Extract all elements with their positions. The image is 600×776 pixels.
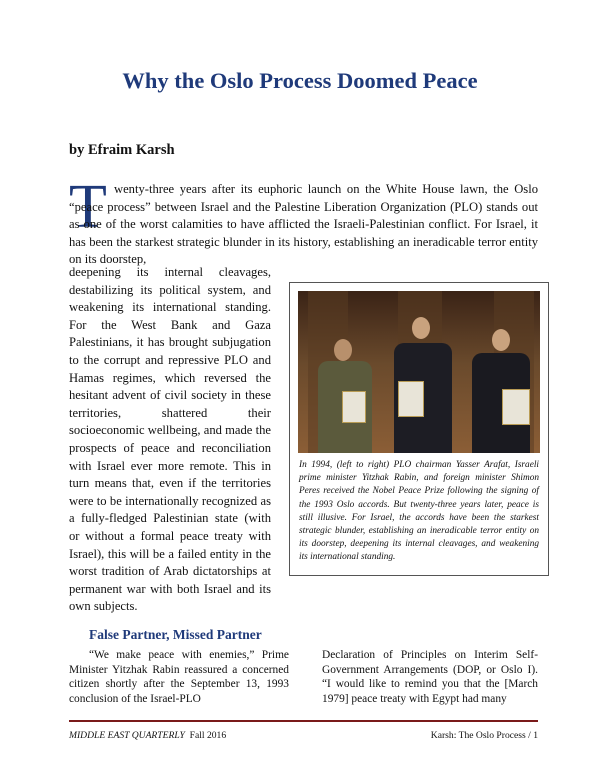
figure-box [289,282,549,576]
person-figure [466,325,532,453]
diploma [502,389,530,425]
diploma [398,381,424,417]
article-title: Why the Oslo Process Doomed Peace [122,68,478,93]
section-column-left [69,648,289,706]
byline: by Efraim Karsh [69,142,175,158]
person-figure [390,313,454,453]
figure-caption: In 1994, (left to right) PLO chairman Yasser Arafat, Israeli prime minister Yitzhak Rabin, and foreign minister Shimon Peres received the Nobel Peace Prize following the signing of the 1993 Oslo accords. But twenty-three years later, peace is still illusive. For Israel, the accords have been the starkest strategic blunder, establishing an ineradicable terror entity on its doorstep, deepening its internal cleavages, and weakening its international standing. [299,460,539,563]
nobel-ceremony-photo [298,291,540,453]
footer-publication-line [69,730,226,741]
publication-name: MIDDLE EAST QUARTERLY [69,730,185,741]
footer-rule [69,720,538,722]
section-column-right: Declaration of Principles on Interim Self-Government Arrangements (DOP, or Oslo I). “I would like to remind you that the [March 1979] peace treaty with Egypt had many [322,649,538,705]
running-head: Karsh: The Oslo Process / 1 [430,730,538,741]
intro-paragraph-top [69,181,538,269]
person-figure [314,333,374,453]
drop-cap: T [69,173,107,241]
intro-paragraph-column: deepening its internal cleavages, destabilizing its political system, and weakening its international standing. For the West Bank and Gaza Palestinians, it has brought subjugation to the corrupt and repressive PLO and Hamas regimes, which reversed the hesitant advent of civil society in these territories, shattered their socioeconomic wellbeing, and made the prospects of peace and reconciliation with Israel ever more remote. This in turn means that, even if the territories were to be internationally recognized as a fully-fledged Palestinian state (with or without a formal peace treaty with Israel), this will be a failed entity in the worst tradition of Arab dictatorships at permanent war with both Israel and its own subjects. [69,265,271,614]
issue-date: Fall 2016 [189,730,227,741]
section-text-left: “We make peace with enemies,” Prime Minister Yitzhak Rabin reassured a concerned citizen shortly after the September 13, 1993 conclusion of the Israel-PLO [69,649,289,705]
diploma [342,391,366,423]
section-heading: False Partner, Missed Partner [89,627,262,642]
intro-text-top: wenty-three years after its euphoric launch on the White House lawn, the Oslo “peace process” between Israel and the Palestine Liberation Organization (PLO) stands out as one of the worst calamities to have afflicted the Israeli-Palestinian conflict. For Israel, it has been the starkest strategic blunder in its history, establishing an ineradicable terror entity on its doorstep, [69,182,538,267]
